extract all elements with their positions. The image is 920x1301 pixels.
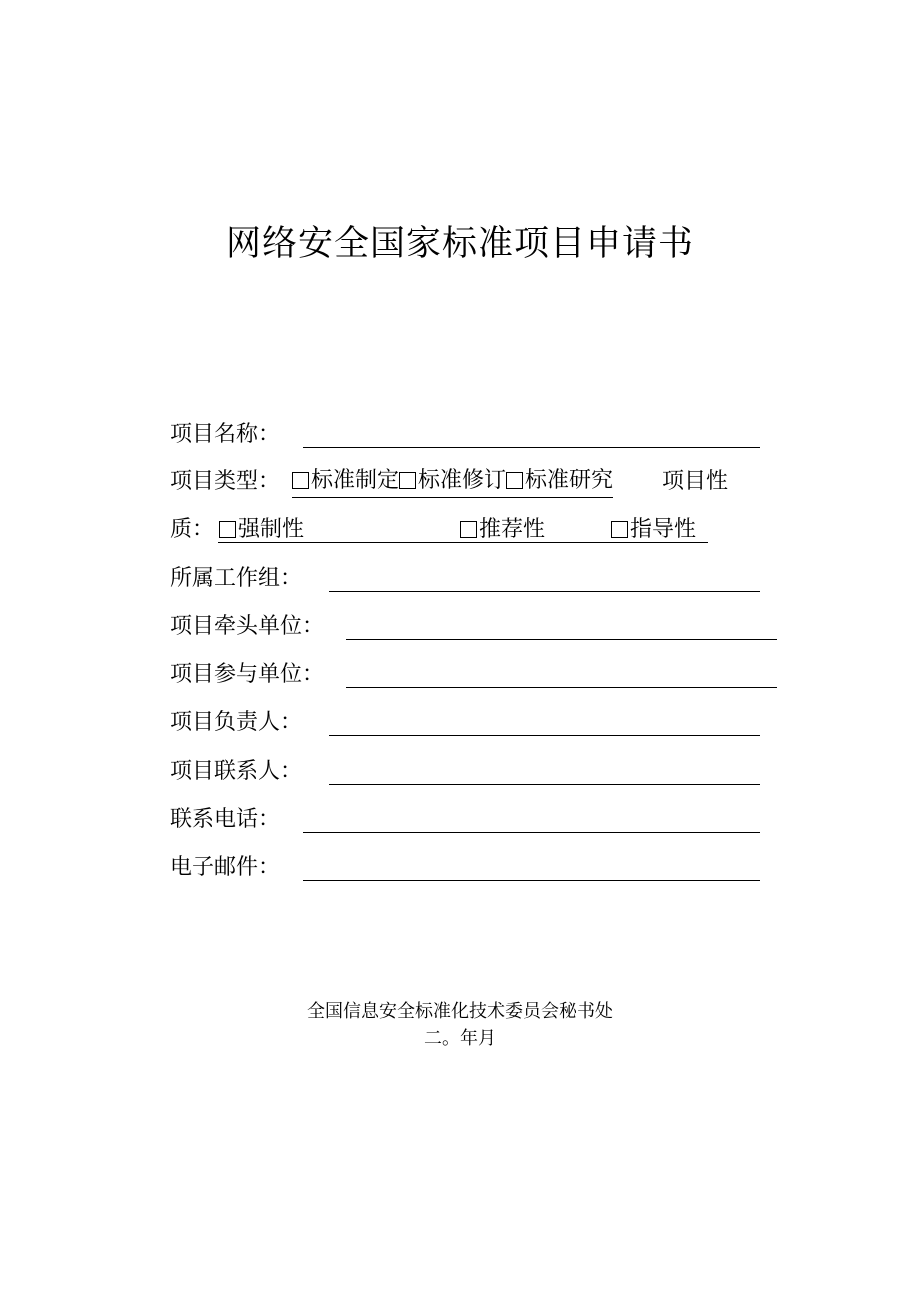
phone-input-line[interactable] (303, 832, 760, 833)
project-nature-option-recommended[interactable] (460, 513, 545, 547)
project-nature-option-label: 指导性 (630, 517, 697, 542)
project-type-option-label: 标准研究 (525, 468, 614, 493)
responsible-person-input-line[interactable] (329, 735, 760, 736)
project-nature-label: 项目性 (662, 469, 729, 494)
lead-unit-label: 项目牵头单位： (170, 614, 325, 639)
contact-person-input-line[interactable] (329, 784, 760, 785)
participant-unit-label: 项目参与单位： (170, 662, 325, 687)
checkbox-icon (611, 521, 628, 538)
project-type-label: 项目类型： (170, 469, 281, 494)
checkbox-icon (219, 521, 236, 538)
checkbox-icon (399, 472, 416, 489)
project-nature-option-label: 强制性 (238, 517, 305, 542)
footer-date: 二。年月 (424, 1028, 496, 1049)
responsible-person-label: 项目负责人： (170, 710, 303, 735)
project-type-option-research[interactable] (506, 468, 613, 493)
project-nature-option-mandatory[interactable] (219, 513, 304, 547)
checkbox-icon (460, 521, 477, 538)
project-nature-prefix: 质： (170, 517, 215, 542)
email-label: 电子邮件： (170, 855, 281, 880)
project-name-input-line[interactable] (303, 447, 760, 448)
email-input-line[interactable] (303, 880, 760, 881)
checkbox-icon (506, 472, 523, 489)
working-group-label: 所属工作组： (170, 566, 303, 591)
checkbox-icon (292, 472, 309, 489)
contact-person-label: 项目联系人： (170, 759, 303, 784)
phone-label: 联系电话： (170, 807, 281, 832)
working-group-input-line[interactable] (329, 591, 760, 592)
participant-unit-input-line[interactable] (346, 687, 777, 688)
project-nature-option-guidance[interactable] (611, 513, 696, 547)
footer-org: 全国信息安全标准化技术委员会秘书处 (307, 1001, 613, 1022)
lead-unit-input-line[interactable] (346, 639, 777, 640)
project-type-options (292, 465, 613, 498)
project-type-option-new[interactable] (292, 468, 399, 493)
project-type-option-label: 标准制定 (311, 468, 400, 493)
project-type-option-revise[interactable] (399, 468, 506, 493)
page-title: 网络安全国家标准项目申请书 (225, 224, 694, 264)
project-type-option-label: 标准修订 (418, 468, 507, 493)
project-nature-option-label: 推荐性 (479, 517, 546, 542)
project-name-label: 项目名称： (170, 422, 281, 447)
